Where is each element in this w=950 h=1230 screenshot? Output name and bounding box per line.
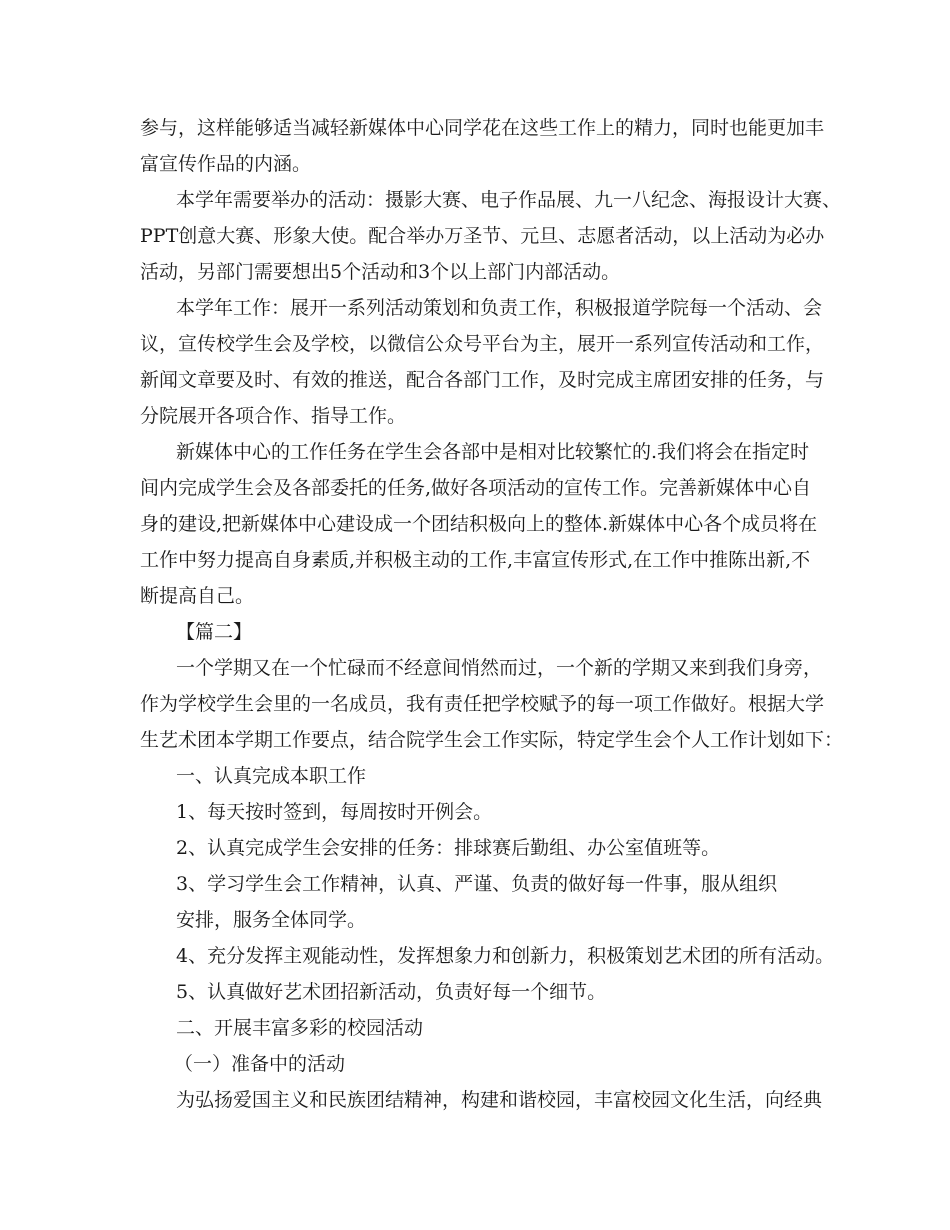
paragraph-line: 新闻文章要及时、有效的推送，配合各部门工作，及时完成主席团安排的任务，与 (140, 369, 825, 391)
list-item: 4、充分发挥主观能动性，发挥想象力和创新力，积极策划艺术团的所有活动。 (176, 945, 835, 967)
paragraph-line: 活动，另部门需要想出5个活动和3个以上部门内部活动。 (140, 261, 621, 283)
list-item: 5、认真做好艺术团招新活动，负责好每一个细节。 (176, 981, 607, 1003)
paragraph-line: 工作中努力提高自身素质,并积极主动的工作,丰富宣传形式,在工作中推陈出新,不 (140, 549, 811, 571)
paragraph-line: 分院展开各项合作、指导工作。 (140, 405, 407, 427)
paragraph-line: 新媒体中心的工作任务在学生会各部中是相对比较繁忙的.我们将会在指定时 (176, 441, 810, 463)
list-item: 1、每天按时签到，每周按时开例会。 (176, 801, 493, 823)
subsection-heading: （一）准备中的活动 (174, 1053, 346, 1075)
paragraph-line: 一个学期又在一个忙碌而不经意间悄然而过，一个新的学期又来到我们身旁， (176, 657, 823, 679)
paragraph-line: 作为学校学生会里的一名成员，我有责任把学校赋予的每一项工作做好。根据大学 (140, 693, 825, 715)
list-item: 安排，服务全体同学。 (176, 909, 367, 931)
paragraph-line: 生艺术团本学期工作要点，结合院学生会工作实际，特定学生会个人工作计划如下： (140, 729, 844, 751)
list-heading: 二、开展丰富多彩的校园活动 (176, 1017, 424, 1039)
paragraph-line: 间内完成学生会及各部委托的任务,做好各项活动的宣传工作。完善新媒体中心自 (140, 477, 812, 499)
paragraph-line: 为弘扬爱国主义和民族团结精神，构建和谐校园，丰富校园文化生活，向经典 (176, 1089, 823, 1111)
paragraph-line: 本学年工作：展开一系列活动策划和负责工作，积极报道学院每一个活动、会 (176, 297, 823, 319)
paragraph-line: 身的建设,把新媒体中心建设成一个团结积极向上的整体.新媒体中心各个成员将在 (140, 513, 818, 535)
list-item: 2、认真完成学生会安排的任务：排球赛后勤组、办公室值班等。 (176, 837, 721, 859)
paragraph-line: 富宣传作品的内涵。 (140, 153, 312, 175)
section-heading: 【篇二】 (176, 621, 253, 643)
paragraph-line: PPT创意大赛、形象大使。配合举办万圣节、元旦、志愿者活动，以上活动为必办 (140, 225, 825, 247)
list-item: 3、学习学生会工作精神，认真、严谨、负责的做好每一件事，服从组织 (176, 873, 778, 895)
paragraph-line: 议，宣传校学生会及学校，以微信公众号平台为主，展开一系列宣传活动和工作， (140, 333, 825, 355)
paragraph-line: 断提高自己。 (140, 585, 255, 607)
paragraph-line: 本学年需要举办的活动：摄影大赛、电子作品展、九一八纪念、海报设计大赛、 (176, 189, 842, 211)
list-heading: 一、认真完成本职工作 (176, 765, 367, 787)
paragraph-line: 参与，这样能够适当减轻新媒体中心同学花在这些工作上的精力，同时也能更加丰 (140, 117, 825, 139)
